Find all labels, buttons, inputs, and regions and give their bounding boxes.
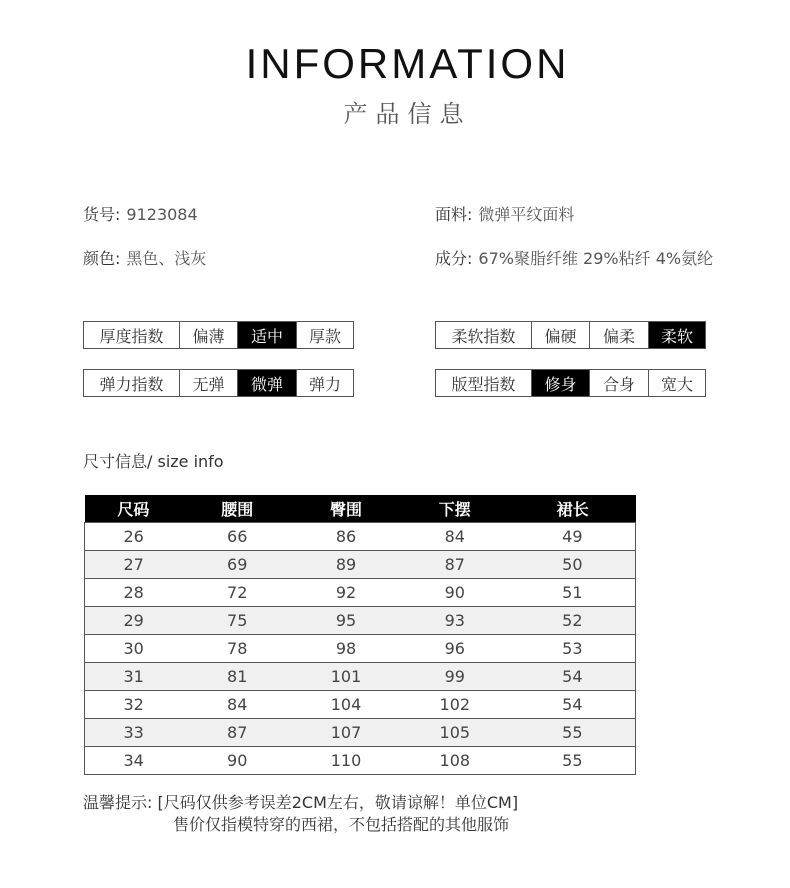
size-table-header: 裙长 xyxy=(510,495,636,523)
softness-option: 偏柔 xyxy=(589,322,648,348)
table-cell: 26 xyxy=(85,523,183,551)
table-cell: 32 xyxy=(85,691,183,719)
table-cell: 98 xyxy=(292,635,400,663)
elasticity-option: 无弹 xyxy=(179,370,237,396)
table-cell: 72 xyxy=(182,579,292,607)
table-cell: 55 xyxy=(510,747,636,775)
item-number-label: 货号: xyxy=(83,205,121,224)
composition-value: 67%聚脂纤维 29%粘纤 4%氨纶 xyxy=(478,249,714,268)
table-cell: 105 xyxy=(400,719,510,747)
table-cell: 95 xyxy=(292,607,400,635)
color-label: 颜色: xyxy=(83,249,121,268)
table-cell: 84 xyxy=(400,523,510,551)
softness-option-selected: 柔软 xyxy=(648,322,705,348)
table-cell: 92 xyxy=(292,579,400,607)
item-number xyxy=(83,202,198,225)
table-cell: 81 xyxy=(182,663,292,691)
softness-option: 偏硬 xyxy=(531,322,589,348)
elasticity-scale-label: 弹力指数 xyxy=(84,370,179,396)
table-cell: 27 xyxy=(85,551,183,579)
fit-option: 宽大 xyxy=(648,370,705,396)
table-cell: 78 xyxy=(182,635,292,663)
composition-info xyxy=(435,246,713,269)
table-row xyxy=(85,551,636,579)
table-cell: 86 xyxy=(292,523,400,551)
table-cell: 54 xyxy=(510,691,636,719)
page-subtitle: 产品信息 xyxy=(343,100,472,128)
table-cell: 34 xyxy=(85,747,183,775)
table-cell: 52 xyxy=(510,607,636,635)
softness-scale xyxy=(435,321,706,349)
size-table-header: 腰围 xyxy=(182,495,292,523)
fabric-info xyxy=(435,202,574,225)
fit-option: 合身 xyxy=(589,370,648,396)
page-title: INFORMATION xyxy=(245,40,570,87)
item-number-value: 9123084 xyxy=(126,205,198,224)
thickness-option: 偏薄 xyxy=(179,322,237,348)
table-cell: 66 xyxy=(182,523,292,551)
table-cell: 108 xyxy=(400,747,510,775)
elasticity-scale xyxy=(83,369,354,397)
fit-option-selected: 修身 xyxy=(531,370,589,396)
fabric-value: 微弹平纹面料 xyxy=(478,205,575,224)
fabric-label: 面料: xyxy=(435,205,473,224)
table-cell: 53 xyxy=(510,635,636,663)
softness-scale-label: 柔软指数 xyxy=(436,322,531,348)
size-table-header: 臀围 xyxy=(292,495,400,523)
table-cell: 28 xyxy=(85,579,183,607)
thickness-scale-label: 厚度指数 xyxy=(84,322,179,348)
table-row xyxy=(85,747,636,775)
table-cell: 29 xyxy=(85,607,183,635)
table-cell: 99 xyxy=(400,663,510,691)
size-table-header: 下摆 xyxy=(400,495,510,523)
elasticity-option: 弹力 xyxy=(296,370,353,396)
table-row xyxy=(85,663,636,691)
table-cell: 50 xyxy=(510,551,636,579)
table-row xyxy=(85,579,636,607)
table-row xyxy=(85,719,636,747)
table-cell: 51 xyxy=(510,579,636,607)
table-cell: 31 xyxy=(85,663,183,691)
table-cell: 90 xyxy=(182,747,292,775)
fit-scale-label: 版型指数 xyxy=(436,370,531,396)
table-cell: 55 xyxy=(510,719,636,747)
table-cell: 93 xyxy=(400,607,510,635)
table-cell: 110 xyxy=(292,747,400,775)
table-cell: 84 xyxy=(182,691,292,719)
fit-scale xyxy=(435,369,706,397)
thickness-option: 厚款 xyxy=(296,322,353,348)
table-cell: 90 xyxy=(400,579,510,607)
table-cell: 30 xyxy=(85,635,183,663)
tip-note-line2: 售价仅指模特穿的西裙，不包括搭配的其他服饰 xyxy=(173,815,510,834)
table-cell: 87 xyxy=(182,719,292,747)
composition-label: 成分: xyxy=(435,249,473,268)
size-info-heading: 尺寸信息/ size info xyxy=(83,452,224,471)
table-cell: 104 xyxy=(292,691,400,719)
size-table-header-row xyxy=(85,495,636,523)
table-row xyxy=(85,523,636,551)
table-cell: 54 xyxy=(510,663,636,691)
elasticity-option-selected: 微弹 xyxy=(237,370,296,396)
table-cell: 107 xyxy=(292,719,400,747)
table-cell: 49 xyxy=(510,523,636,551)
table-cell: 101 xyxy=(292,663,400,691)
table-cell: 102 xyxy=(400,691,510,719)
table-cell: 89 xyxy=(292,551,400,579)
table-row xyxy=(85,691,636,719)
table-cell: 96 xyxy=(400,635,510,663)
size-table-header: 尺码 xyxy=(85,495,183,523)
color-value: 黑色、浅灰 xyxy=(126,249,207,268)
color-info xyxy=(83,246,206,269)
table-cell: 33 xyxy=(85,719,183,747)
table-row xyxy=(85,607,636,635)
tip-note-line1: 温馨提示: [尺码仅供参考误差2CM左右，敬请谅解！单位CM] xyxy=(83,793,519,812)
size-table xyxy=(84,495,636,775)
thickness-scale xyxy=(83,321,354,349)
table-cell: 87 xyxy=(400,551,510,579)
table-row xyxy=(85,635,636,663)
table-cell: 69 xyxy=(182,551,292,579)
table-cell: 75 xyxy=(182,607,292,635)
thickness-option-selected: 适中 xyxy=(237,322,296,348)
